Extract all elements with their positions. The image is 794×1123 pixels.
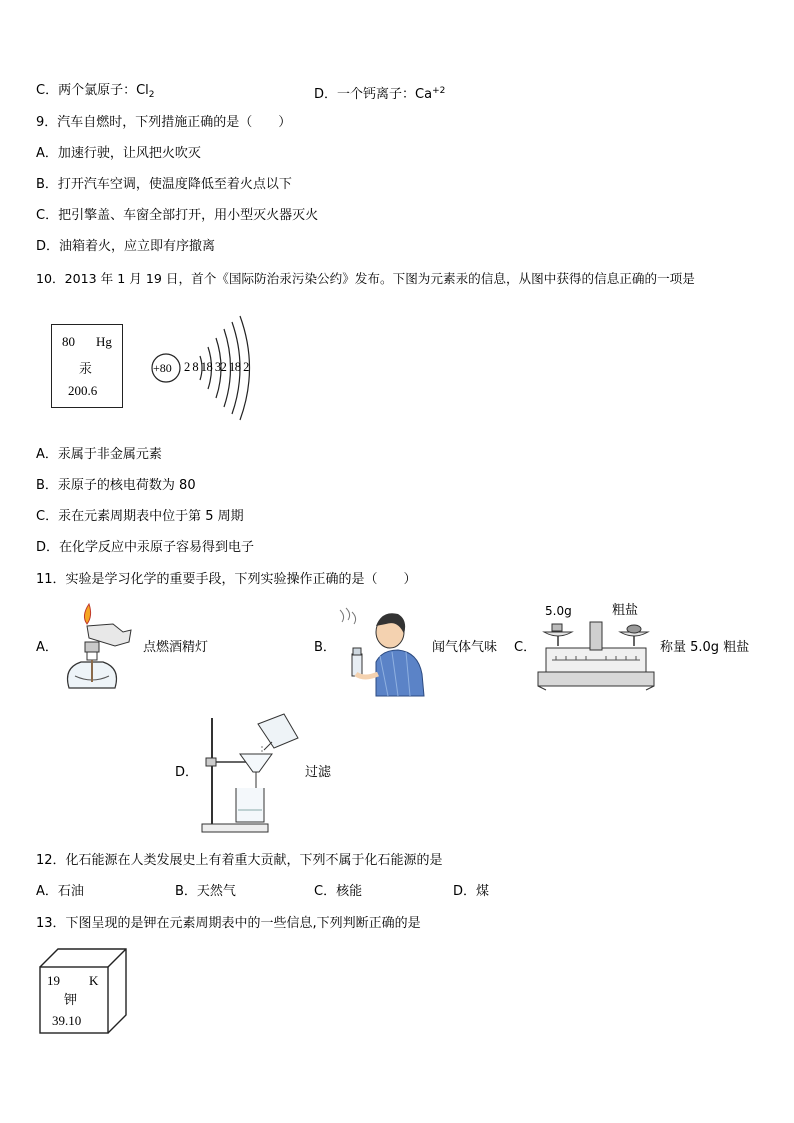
q12-option-d: D．煤 xyxy=(453,884,490,899)
q8-option-d-superscript: +2 xyxy=(432,86,446,96)
potassium-atomic-mass: 39.10 xyxy=(52,1013,82,1028)
q9-option-d: D．油箱着火，应立即有序撤离 xyxy=(36,239,216,254)
mercury-name: 汞 xyxy=(79,362,93,377)
q9-stem: 9．汽车自燃时，下列措施正确的是（ ） xyxy=(36,115,292,130)
q10-option-b: B．汞原子的核电荷数为 80 xyxy=(36,478,196,493)
filtration-apparatus-icon xyxy=(198,714,302,834)
q11-option-b-label: B． xyxy=(314,640,336,655)
q10-option-a: A．汞属于非金属元素 xyxy=(36,447,162,462)
potassium-symbol: K xyxy=(89,973,99,988)
q8-option-d-text: D．一个钙离子：Ca xyxy=(314,87,433,102)
q11-option-c-caption: 称量 5.0g 粗盐 xyxy=(660,640,750,655)
balance-scale-icon xyxy=(536,618,656,690)
q12-option-c: C．核能 xyxy=(314,884,363,899)
electron-shell-counts: 2 8 18 32 18 2 xyxy=(184,360,249,374)
nucleus-charge: +80 xyxy=(153,361,172,375)
q11-stem: 11．实验是学习化学的重要手段，下列实验操作正确的是（ ） xyxy=(36,572,417,587)
q11-option-d-label: D． xyxy=(175,765,199,780)
mercury-element-card xyxy=(51,324,123,408)
q11-option-c-label: C． xyxy=(514,640,537,655)
mercury-atomic-mass: 200.6 xyxy=(68,383,98,398)
mercury-symbol: Hg xyxy=(96,334,112,349)
q9-option-a: A．加速行驶，让风把火吹灭 xyxy=(36,146,201,161)
q8-option-c-subscript: 2 xyxy=(148,90,155,100)
q9-option-b: B．打开汽车空调，使温度降低至着火点以下 xyxy=(36,177,292,192)
q11-option-b-caption: 闻气体气味 xyxy=(432,640,498,655)
q12-option-a: A．石油 xyxy=(36,884,84,899)
q10-option-d: D．在化学反应中汞原子容易得到电子 xyxy=(36,540,255,555)
potassium-name: 钾 xyxy=(64,993,78,1008)
q12-option-b: B．天然气 xyxy=(175,884,236,899)
q11-option-a-caption: 点燃酒精灯 xyxy=(143,640,209,655)
mercury-atomic-number: 80 xyxy=(62,334,75,349)
balance-right-pan-label: 粗盐 xyxy=(612,603,639,618)
q9-option-c: C．把引擎盖、车窗全部打开，用小型灭火器灭火 xyxy=(36,208,319,223)
q10-option-c: C．汞在元素周期表中位于第 5 周期 xyxy=(36,509,244,524)
q10-stem: 10．2013 年 1 月 19 日，首个《国际防治汞污染公约》发布。下图为元素汞的信息，从图中获得的信息正确的一项是 xyxy=(36,271,695,286)
q11-option-d-caption: 过滤 xyxy=(305,765,332,780)
potassium-atomic-number: 19 xyxy=(47,973,60,988)
balance-left-pan-label: 5.0g xyxy=(545,604,572,618)
q8-option-c-text: C．两个氯原子：Cl xyxy=(36,83,149,98)
q8-option-d xyxy=(314,82,445,104)
alcohol-lamp-icon xyxy=(57,602,139,692)
q11-option-a-label: A． xyxy=(36,640,58,655)
q8-option-c xyxy=(36,82,155,104)
q12-stem: 12．化石能源在人类发展史上有着重大贡献，下列不属于化石能源的是 xyxy=(36,853,443,868)
q13-stem: 13．下图呈现的是钾在元素周期表中的一些信息,下列判断正确的是 xyxy=(36,916,421,931)
smelling-gas-figure-icon xyxy=(336,604,428,696)
